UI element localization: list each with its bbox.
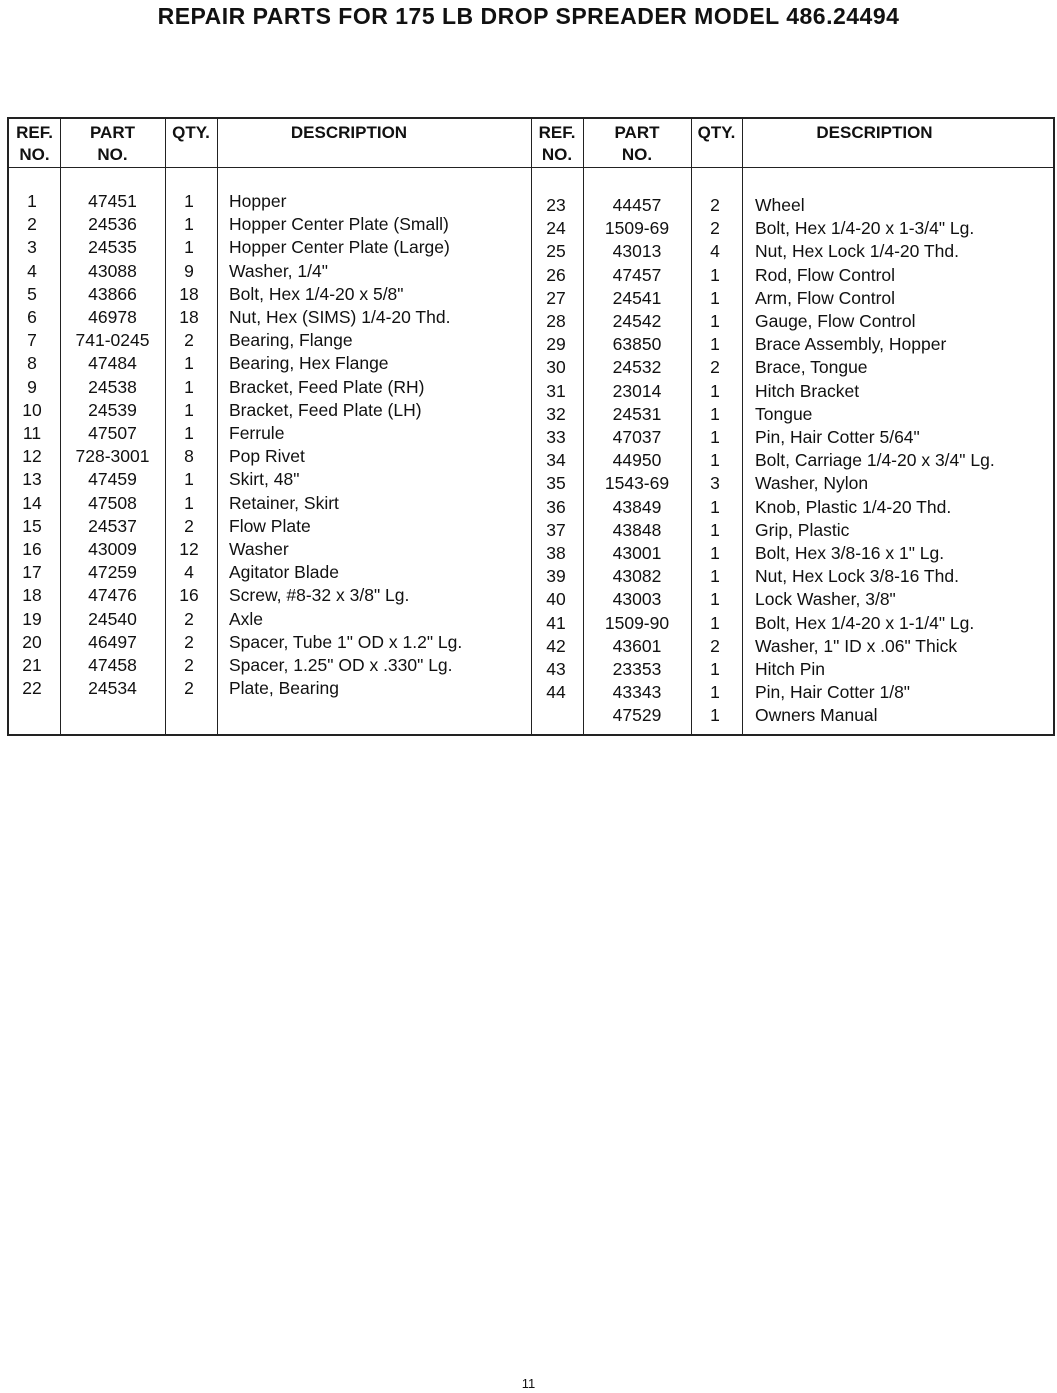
ref-cell: 35: [546, 473, 566, 494]
qty-cell: 3: [710, 473, 720, 494]
table-row: [9, 496, 1053, 519]
header-qty-left: QTY.: [172, 123, 210, 142]
description-cell: Washer, 1" ID x .06" Thick: [755, 635, 958, 656]
part-number-cell: 24531: [612, 403, 662, 424]
description-cell: Flow Plate: [229, 515, 311, 536]
header-part-left: PART NO.: [89, 123, 135, 164]
description-cell: Plate, Bearing: [229, 678, 339, 699]
qty-cell: 12: [179, 539, 199, 559]
part-number-cell: 63850: [612, 334, 662, 355]
ref-cell: 16: [22, 539, 42, 559]
ref-cell: 6: [27, 307, 37, 327]
part-number-cell: 47259: [88, 562, 137, 583]
ref-cell: 24: [546, 218, 566, 239]
table-row: [9, 333, 1053, 356]
table-row: [9, 264, 1053, 287]
header-description-right: DESCRIPTION: [816, 123, 933, 142]
description-cell: Owners Manual: [755, 705, 878, 726]
ref-cell: 39: [546, 566, 566, 587]
part-number-cell: 43088: [88, 260, 137, 281]
part-number-cell: 1509-90: [604, 612, 670, 633]
part-number-cell: 741-0245: [75, 330, 150, 351]
qty-cell: 1: [184, 423, 194, 443]
table-row: [9, 542, 1053, 565]
qty-cell: 18: [179, 283, 199, 304]
qty-cell: 1: [184, 353, 194, 374]
part-number-cell: 23353: [612, 659, 662, 679]
header-ref-right: REF. NO.: [538, 123, 576, 164]
part-number-cell: 1543-69: [604, 473, 670, 494]
qty-cell: 2: [184, 631, 194, 652]
ref-cell: 32: [546, 403, 566, 424]
ref-cell: 31: [546, 380, 566, 401]
description-cell: Bolt, Hex 1/4-20 x 1-1/4" Lg.: [755, 612, 975, 633]
qty-cell: 1: [710, 450, 720, 471]
qty-cell: 1: [710, 705, 720, 726]
description-cell: Hitch Bracket: [755, 380, 860, 401]
description-cell: Spacer, Tube 1" OD x 1.2" Lg.: [229, 631, 463, 652]
table-row: [9, 472, 1053, 495]
qty-cell: 16: [179, 585, 199, 606]
part-number-cell: 23014: [612, 380, 662, 401]
ref-cell: 34: [546, 450, 566, 471]
description-cell: Bracket, Feed Plate (LH): [229, 399, 422, 420]
qty-cell: 8: [184, 446, 194, 467]
part-number-cell: 24540: [88, 608, 137, 629]
description-cell: Hitch Pin: [755, 659, 826, 679]
table-row: [9, 519, 1053, 542]
part-number-cell: 47458: [88, 655, 137, 675]
part-number-cell: 47507: [88, 423, 137, 443]
qty-cell: 1: [710, 543, 720, 563]
part-number-cell: 24538: [88, 376, 137, 397]
qty-cell: 1: [710, 659, 720, 679]
header-qty-right: QTY.: [697, 123, 736, 142]
part-number-cell: 47484: [88, 353, 137, 374]
ref-cell: 40: [546, 589, 566, 610]
description-cell: Axle: [229, 608, 264, 629]
part-number-cell: 47529: [612, 705, 662, 726]
description-cell: Lock Washer, 3/8": [755, 589, 896, 610]
ref-cell: 22: [22, 678, 42, 699]
description-cell: Pop Rivet: [229, 446, 305, 467]
qty-cell: 2: [710, 357, 720, 378]
qty-cell: 2: [184, 655, 194, 675]
table-row: [9, 588, 1053, 611]
part-number-cell: 24539: [88, 399, 137, 420]
description-cell: Bolt, Carriage 1/4-20 x 3/4" Lg.: [755, 450, 995, 471]
qty-cell: 1: [710, 264, 720, 285]
ref-cell: 30: [546, 357, 566, 378]
qty-cell: 1: [710, 682, 720, 703]
table-row: [9, 356, 1053, 379]
description-cell: Brace Assembly, Hopper: [755, 334, 947, 355]
table-row: [9, 635, 1053, 658]
part-number-cell: 24535: [88, 237, 137, 258]
ref-cell: 8: [27, 353, 37, 374]
header-part-right: PART NO.: [614, 123, 660, 164]
ref-cell: 33: [546, 427, 566, 447]
table-row: [9, 612, 1053, 635]
description-cell: Nut, Hex (SIMS) 1/4-20 Thd.: [229, 307, 451, 327]
ref-cell: 15: [22, 515, 42, 536]
qty-cell: 9: [184, 260, 194, 281]
description-cell: Grip, Plastic: [755, 519, 850, 540]
part-number-cell: 46978: [88, 307, 137, 327]
ref-cell: 25: [546, 241, 566, 262]
part-number-cell: 43343: [612, 682, 662, 703]
part-number-cell: 43003: [612, 589, 662, 610]
description-cell: Tongue: [755, 403, 813, 424]
qty-cell: 2: [184, 678, 194, 699]
part-number-cell: 44457: [612, 195, 662, 215]
qty-cell: 2: [710, 218, 720, 239]
qty-cell: 2: [184, 330, 194, 351]
qty-cell: 1: [710, 589, 720, 610]
table-row: [9, 426, 1053, 449]
ref-cell: 3: [27, 237, 37, 258]
ref-cell: 17: [22, 562, 42, 583]
ref-cell: 26: [546, 264, 566, 285]
ref-cell: 5: [27, 283, 37, 304]
ref-cell: 23: [546, 195, 566, 215]
ref-cell: 1: [27, 191, 37, 211]
table-row: [9, 449, 1053, 472]
ref-cell: 36: [546, 496, 566, 517]
description-cell: Hopper Center Plate (Small): [229, 214, 449, 235]
ref-cell: 21: [22, 655, 42, 675]
description-cell: Spacer, 1.25" OD x .330" Lg.: [229, 655, 453, 675]
part-number-cell: 43001: [612, 543, 662, 563]
description-cell: Washer: [229, 539, 289, 559]
description-cell: Retainer, Skirt: [229, 492, 339, 513]
qty-cell: 2: [184, 515, 194, 536]
description-cell: Bracket, Feed Plate (RH): [229, 376, 425, 397]
table-row: [9, 310, 1053, 333]
part-number-cell: 24532: [612, 357, 662, 378]
table-row: [9, 380, 1053, 403]
qty-cell: 4: [710, 241, 720, 262]
qty-cell: 1: [710, 612, 720, 633]
ref-cell: 11: [22, 423, 42, 443]
ref-cell: 27: [546, 287, 566, 308]
description-cell: Pin, Hair Cotter 5/64": [755, 427, 920, 447]
ref-cell: 43: [546, 659, 566, 679]
qty-cell: 1: [710, 566, 720, 587]
part-number-cell: 43866: [88, 283, 137, 304]
part-number-cell: 43009: [88, 539, 137, 559]
qty-cell: 18: [179, 307, 199, 327]
ref-cell: 12: [22, 446, 42, 467]
part-number-cell: 24534: [88, 678, 137, 699]
qty-cell: 1: [710, 380, 720, 401]
qty-cell: 1: [184, 376, 194, 397]
part-number-cell: 24537: [88, 515, 137, 536]
description-cell: Hopper: [229, 191, 287, 211]
ref-cell: 42: [546, 635, 566, 656]
qty-cell: 1: [710, 311, 720, 331]
ref-cell: 41: [546, 612, 566, 633]
parts-table: [7, 117, 1055, 736]
description-cell: Wheel: [755, 195, 805, 215]
table-row: [9, 658, 1053, 681]
ref-cell: 18: [22, 585, 42, 606]
description-cell: Pin, Hair Cotter 1/8": [755, 682, 911, 703]
part-number-cell: 728-3001: [75, 446, 150, 467]
part-number-cell: 47037: [612, 427, 662, 447]
description-cell: Washer, Nylon: [755, 473, 869, 494]
description-cell: Agitator Blade: [229, 562, 339, 583]
qty-cell: 1: [184, 492, 194, 513]
table-row: [9, 403, 1053, 426]
ref-cell: 10: [22, 399, 42, 420]
page-title: REPAIR PARTS FOR 175 LB DROP SPREADER MODEL 486.24494: [157, 3, 900, 29]
description-cell: Nut, Hex Lock 1/4-20 Thd.: [755, 241, 959, 262]
ref-cell: 7: [27, 330, 37, 351]
qty-cell: 1: [710, 427, 720, 447]
part-number-cell: 43013: [612, 241, 662, 262]
ref-cell: 19: [22, 608, 42, 629]
qty-cell: 4: [184, 562, 194, 583]
description-cell: Bearing, Flange: [229, 330, 353, 351]
description-cell: Knob, Plastic 1/4-20 Thd.: [755, 496, 952, 517]
part-number-cell: 47451: [88, 191, 137, 211]
qty-cell: 1: [184, 237, 194, 258]
table-row: [9, 565, 1053, 588]
table-row: [9, 217, 1053, 240]
description-cell: Hopper Center Plate (Large): [229, 237, 450, 258]
part-number-cell: 43601: [612, 635, 662, 656]
description-cell: Bolt, Hex 1/4-20 x 1-3/4" Lg.: [755, 218, 975, 239]
ref-cell: 29: [546, 334, 566, 355]
part-number-cell: 47457: [612, 264, 662, 285]
description-cell: Bolt, Hex 1/4-20 x 5/8": [229, 283, 404, 304]
ref-cell: 20: [22, 631, 42, 652]
part-number-cell: 47476: [88, 585, 137, 606]
table-row: [9, 681, 1053, 704]
qty-cell: 2: [184, 608, 194, 629]
qty-cell: 2: [710, 635, 720, 656]
qty-cell: 1: [184, 469, 194, 490]
qty-cell: 1: [184, 399, 194, 420]
qty-cell: 1: [184, 191, 194, 211]
description-cell: Ferrule: [229, 423, 285, 443]
description-cell: Bearing, Hex Flange: [229, 353, 389, 374]
description-cell: Nut, Hex Lock 3/8-16 Thd.: [755, 566, 959, 587]
qty-cell: 1: [710, 496, 720, 517]
page-number: 11: [521, 1376, 536, 1391]
part-number-cell: 47508: [88, 492, 137, 513]
part-number-cell: 24536: [88, 214, 137, 235]
part-number-cell: 43848: [612, 519, 662, 540]
description-cell: Screw, #8-32 x 3/8" Lg.: [229, 585, 410, 606]
qty-cell: 1: [710, 334, 720, 355]
ref-cell: 9: [27, 376, 37, 397]
part-number-cell: 1509-69: [604, 218, 670, 239]
ref-cell: 38: [546, 543, 566, 563]
part-number-cell: 47459: [88, 469, 137, 490]
table-row: [9, 240, 1053, 263]
part-number-cell: 46497: [88, 631, 137, 652]
ref-cell: 44: [546, 682, 566, 703]
header-ref-left: REF. NO.: [16, 123, 53, 164]
part-number-cell: 43849: [612, 496, 662, 517]
ref-cell: 14: [22, 492, 42, 513]
header-description-left: DESCRIPTION: [290, 123, 408, 142]
qty-cell: 1: [710, 403, 720, 424]
table-row: [9, 704, 1053, 727]
ref-cell: 13: [22, 469, 42, 490]
description-cell: Skirt, 48": [229, 469, 300, 490]
ref-cell: 28: [546, 311, 566, 331]
part-number-cell: 43082: [612, 566, 662, 587]
table-row: [9, 287, 1053, 310]
table-row: [9, 194, 1053, 217]
ref-cell: 2: [27, 214, 37, 235]
qty-cell: 1: [184, 214, 194, 235]
description-cell: Brace, Tongue: [755, 357, 868, 378]
part-number-cell: 44950: [612, 450, 662, 471]
description-cell: Bolt, Hex 3/8-16 x 1" Lg.: [755, 543, 945, 563]
description-cell: Rod, Flow Control: [755, 264, 896, 285]
description-cell: Washer, 1/4": [229, 260, 328, 281]
ref-cell: 37: [546, 519, 566, 540]
part-number-cell: 24541: [612, 287, 662, 308]
description-cell: Gauge, Flow Control: [755, 311, 916, 331]
qty-cell: 1: [710, 287, 720, 308]
ref-cell: 4: [27, 260, 37, 281]
qty-cell: 1: [710, 519, 720, 540]
part-number-cell: 24542: [612, 311, 662, 331]
description-cell: Arm, Flow Control: [755, 287, 896, 308]
qty-cell: 2: [710, 195, 720, 215]
